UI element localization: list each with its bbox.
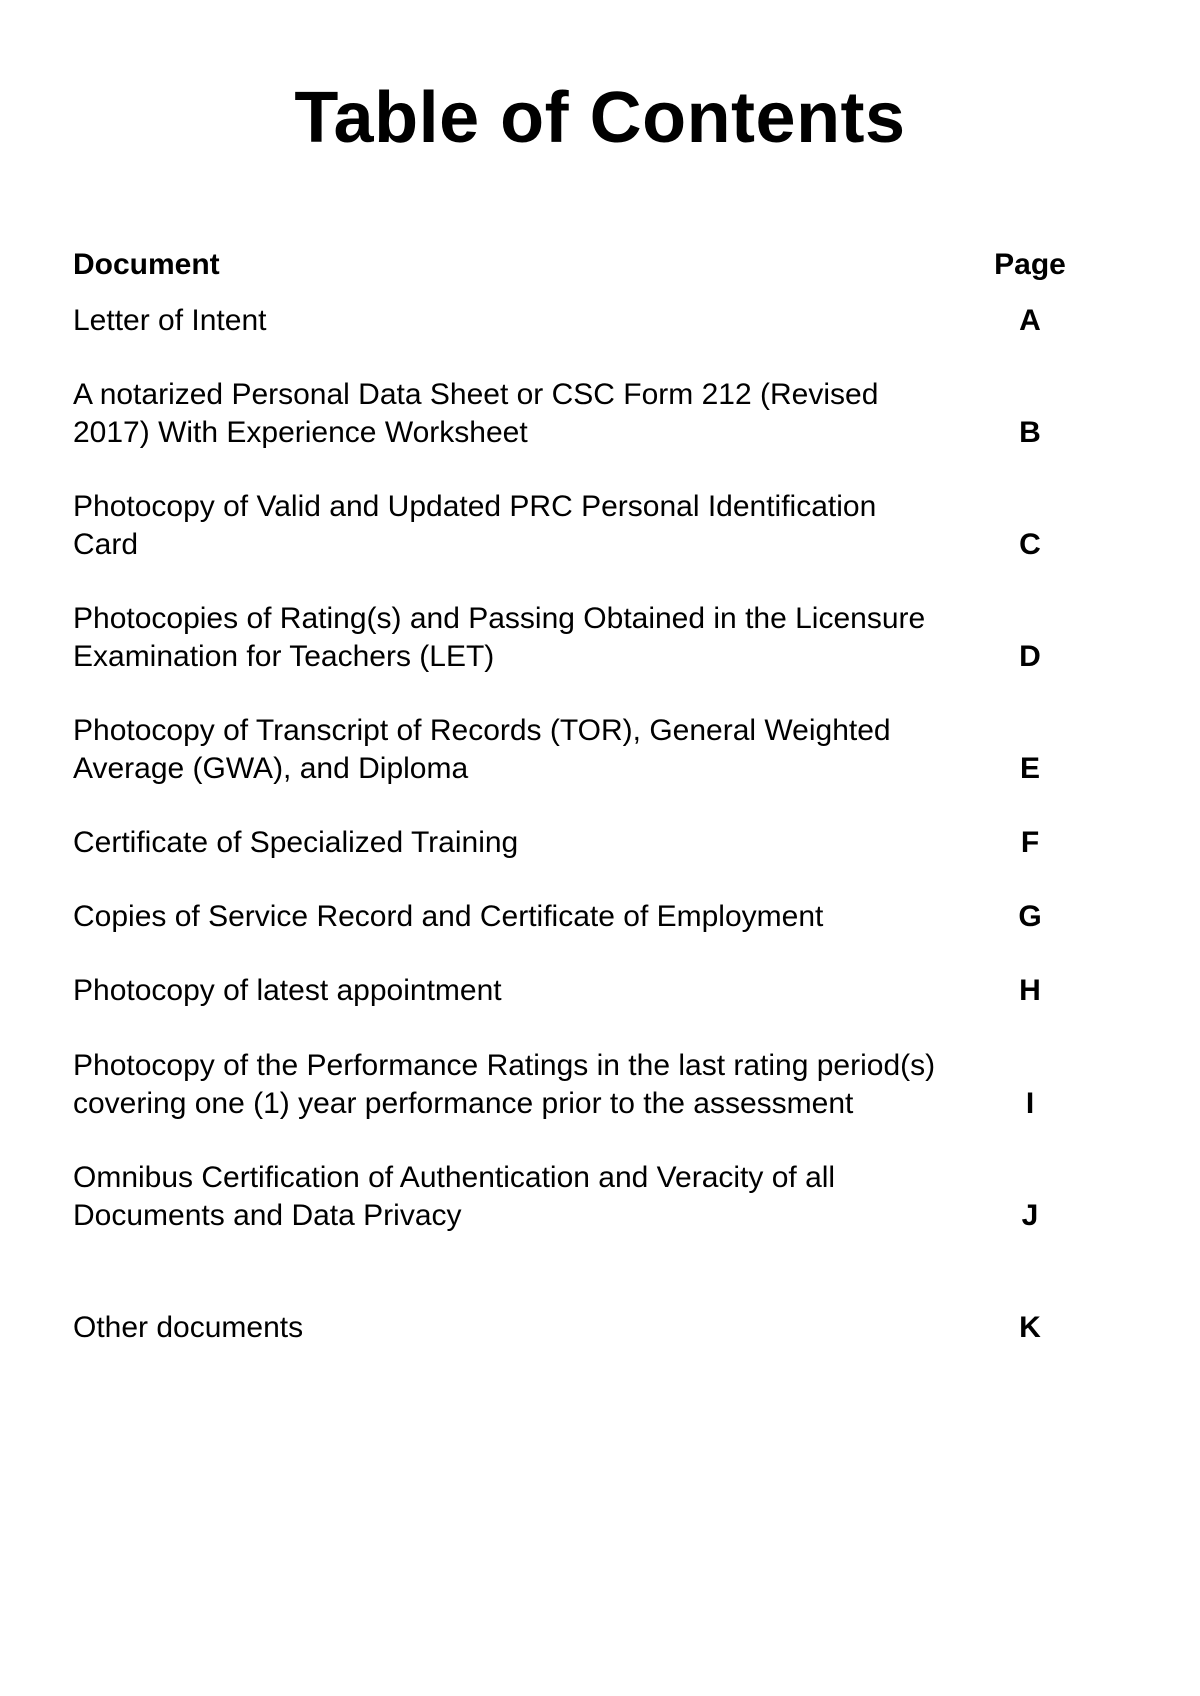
toc-entry-page: B	[1019, 416, 1041, 449]
toc-entry-page: E	[1019, 752, 1040, 785]
toc-entry-document: Photocopy of latest appointment	[73, 974, 502, 1007]
toc-entry-line: Photocopies of Rating(s) and Passing Obtained in the Licensure	[73, 602, 926, 635]
toc-entry-page: D	[1019, 640, 1041, 673]
page-title: Table of Contents	[294, 78, 906, 158]
toc-entry-document: Certificate of Specialized Training	[73, 826, 519, 859]
toc-entry-line: Photocopy of Valid and Updated PRC Personal Identification	[73, 490, 877, 523]
toc-entry-line: Photocopy of Transcript of Records (TOR), General Weighted	[73, 714, 891, 747]
toc-entry-line: A notarized Personal Data Sheet or CSC Form 212 (Revised	[73, 378, 879, 411]
toc-entry-document: Copies of Service Record and Certificate of Employment	[73, 900, 824, 933]
page-column-header: Page	[994, 248, 1066, 281]
toc-entry-line: Photocopy of the Performance Ratings in the last rating period(s)	[73, 1049, 936, 1082]
toc-entry-line: Omnibus Certification of Authentication and Veracity of all	[73, 1161, 836, 1194]
toc-entry-document	[73, 376, 1013, 452]
toc-entry-document: Other documents	[73, 1311, 304, 1344]
toc-entry-document: Letter of Intent	[73, 304, 267, 337]
toc-entry-line: 2017) With Experience Worksheet	[73, 416, 528, 449]
toc-entry-document	[73, 1159, 1013, 1235]
toc-entry-page: F	[1020, 826, 1040, 859]
toc-entry-line: Examination for Teachers (LET)	[73, 640, 495, 673]
toc-entry-line: Documents and Data Privacy	[73, 1199, 462, 1232]
toc-entry-document	[73, 488, 1013, 564]
toc-entry-page: I	[1025, 1087, 1035, 1120]
toc-entry-page: A	[1019, 304, 1041, 337]
toc-entry-page: H	[1019, 974, 1041, 1007]
document-column-header: Document	[73, 248, 220, 281]
toc-entry-line: covering one (1) year performance prior to the assessment	[73, 1087, 854, 1120]
toc-entry-page: G	[1018, 900, 1042, 933]
toc-entry-line: Card	[73, 528, 139, 561]
toc-entry-page: K	[1019, 1311, 1041, 1344]
toc-entry-document	[73, 600, 1013, 676]
toc-entry-document	[73, 712, 1013, 788]
toc-entry-page: J	[1021, 1199, 1039, 1232]
toc-entry-page: C	[1019, 528, 1041, 561]
toc-entry-line: Average (GWA), and Diploma	[73, 752, 469, 785]
toc-entry-document	[73, 1047, 1013, 1123]
